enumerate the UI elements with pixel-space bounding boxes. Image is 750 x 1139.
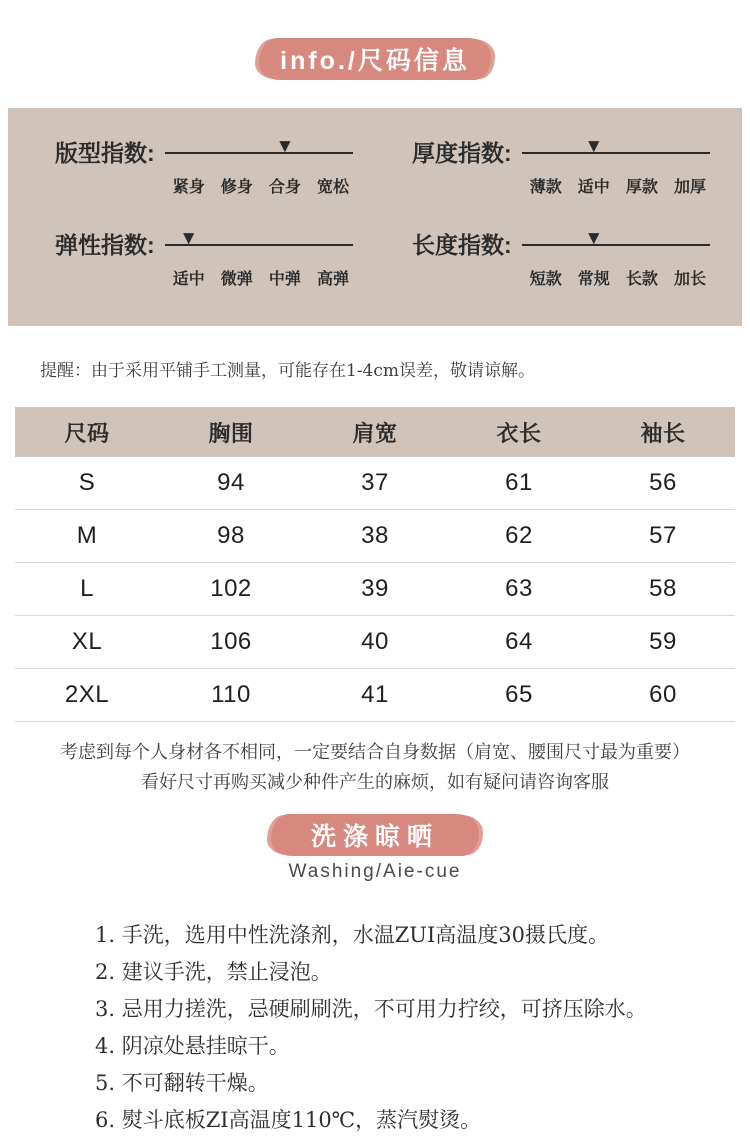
cell-size: XL bbox=[71, 628, 103, 655]
tick-label: 高弹 bbox=[316, 271, 349, 288]
size-table bbox=[15, 407, 735, 722]
index-item-length bbox=[412, 230, 714, 292]
tick-label: 厚款 bbox=[625, 179, 658, 196]
index-item-fit bbox=[55, 138, 357, 200]
tick-label: 宽松 bbox=[316, 179, 349, 196]
cell-sleeve: 58 bbox=[649, 575, 677, 602]
index-line bbox=[522, 152, 710, 154]
washing-instruction-3: 3. 忌用力搓洗，忌硬刷刷洗，不可用力拧绞，可挤压除水。 bbox=[95, 997, 647, 1021]
tick-label: 短款 bbox=[529, 271, 562, 288]
cell-bust: 106 bbox=[210, 628, 252, 655]
washing-instruction-2: 2. 建议手洗，禁止浸泡。 bbox=[95, 960, 332, 984]
washing-badge bbox=[271, 814, 479, 856]
index-label-thickness: 厚度指数: bbox=[412, 140, 512, 166]
arrow-down-icon: ▼ bbox=[584, 228, 604, 249]
washing-instruction-1: 1. 手洗，选用中性洗涤剂，水温ZUI高温度30摄氏度。 bbox=[95, 923, 610, 947]
index-track-elasticity bbox=[165, 230, 357, 292]
index-label-fit: 版型指数: bbox=[55, 140, 155, 166]
washing-instruction-6: 6. 熨斗底板ZI高温度110℃，蒸汽熨烫。 bbox=[95, 1108, 482, 1132]
index-track-thickness bbox=[522, 138, 714, 200]
size-advice-notes bbox=[0, 738, 750, 798]
tick-label: 中弹 bbox=[268, 271, 301, 288]
cell-sleeve: 59 bbox=[649, 628, 677, 655]
cell-size: L bbox=[80, 575, 94, 602]
size-info-badge bbox=[259, 38, 491, 80]
washing-badge-label: 洗涤晾晒 bbox=[310, 823, 439, 851]
cell-shoulder: 41 bbox=[361, 681, 389, 708]
washing-instruction-4: 4. 阴凉处悬挂晾干。 bbox=[95, 1034, 290, 1058]
arrow-down-icon: ▼ bbox=[179, 228, 199, 249]
table-row-xl bbox=[15, 616, 735, 669]
tick-label: 合身 bbox=[268, 179, 301, 196]
arrow-down-icon: ▼ bbox=[275, 136, 295, 157]
column-header-sleeve: 袖长 bbox=[640, 420, 686, 446]
index-label-elasticity: 弹性指数: bbox=[55, 232, 155, 258]
column-header-bust: 胸围 bbox=[208, 420, 254, 446]
index-label-length: 长度指数: bbox=[412, 232, 512, 258]
tick-label: 加长 bbox=[673, 271, 706, 288]
index-line bbox=[522, 244, 710, 246]
tick-label: 修身 bbox=[220, 179, 253, 196]
washing-instruction-5: 5. 不可翻转干燥。 bbox=[95, 1071, 269, 1095]
tick-label: 适中 bbox=[172, 271, 205, 288]
table-row-s bbox=[15, 457, 735, 510]
measurement-reminder: 提醒：由于采用平铺手工测量，可能存在1-4cm误差，敬请谅解。 bbox=[40, 361, 536, 381]
index-ticks bbox=[165, 174, 357, 197]
tick-label: 薄款 bbox=[529, 179, 562, 196]
tick-label: 常规 bbox=[577, 271, 610, 288]
cell-size: 2XL bbox=[64, 681, 110, 708]
index-track-fit bbox=[165, 138, 357, 200]
size-info-badge-label: info./尺码信息 bbox=[280, 47, 470, 75]
cell-size: S bbox=[78, 469, 96, 496]
cell-shoulder: 37 bbox=[361, 469, 389, 496]
cell-bust: 98 bbox=[217, 522, 245, 549]
cell-length: 62 bbox=[505, 522, 533, 549]
arrow-down-icon: ▼ bbox=[584, 136, 604, 157]
cell-bust: 110 bbox=[211, 681, 251, 708]
index-track-length bbox=[522, 230, 714, 292]
index-ticks bbox=[522, 266, 714, 289]
cell-shoulder: 38 bbox=[361, 522, 389, 549]
cell-sleeve: 57 bbox=[649, 522, 677, 549]
column-header-shoulder: 肩宽 bbox=[352, 420, 398, 446]
index-panel bbox=[8, 108, 742, 326]
cell-length: 65 bbox=[505, 681, 533, 708]
cell-size: M bbox=[76, 522, 98, 549]
table-row-m bbox=[15, 510, 735, 563]
size-table-header-row bbox=[15, 407, 735, 457]
table-row-2xl bbox=[15, 669, 735, 722]
index-line bbox=[165, 152, 353, 154]
column-header-size: 尺码 bbox=[64, 420, 110, 446]
cell-sleeve: 56 bbox=[649, 469, 677, 496]
tick-label: 长款 bbox=[625, 271, 658, 288]
tick-label: 加厚 bbox=[673, 179, 706, 196]
table-row-l bbox=[15, 563, 735, 616]
cell-length: 64 bbox=[505, 628, 533, 655]
cell-shoulder: 39 bbox=[361, 575, 389, 602]
cell-length: 61 bbox=[505, 469, 533, 496]
index-ticks bbox=[522, 174, 714, 197]
tick-label: 适中 bbox=[577, 179, 610, 196]
index-item-thickness bbox=[412, 138, 714, 200]
cell-bust: 102 bbox=[210, 575, 252, 602]
cell-shoulder: 40 bbox=[361, 628, 389, 655]
cell-length: 63 bbox=[505, 575, 533, 602]
washing-instructions bbox=[95, 917, 750, 1139]
size-advice-line1: 考虑到每个人身材各不相同，一定要结合自身数据（肩宽、腰围尺寸最为重要） bbox=[60, 742, 690, 763]
column-header-length: 衣长 bbox=[496, 420, 542, 446]
washing-subtitle: Washing/Aie-cue bbox=[288, 861, 462, 882]
cell-sleeve: 60 bbox=[649, 681, 677, 708]
tick-label: 微弹 bbox=[220, 271, 253, 288]
cell-bust: 94 bbox=[217, 469, 245, 496]
size-advice-line2: 看好尺寸再购买减少种件产生的麻烦，如有疑问请咨询客服 bbox=[141, 772, 609, 793]
tick-label: 紧身 bbox=[172, 179, 205, 196]
index-ticks bbox=[165, 266, 357, 289]
size-info-page bbox=[0, 38, 750, 1132]
index-item-elasticity bbox=[55, 230, 357, 292]
